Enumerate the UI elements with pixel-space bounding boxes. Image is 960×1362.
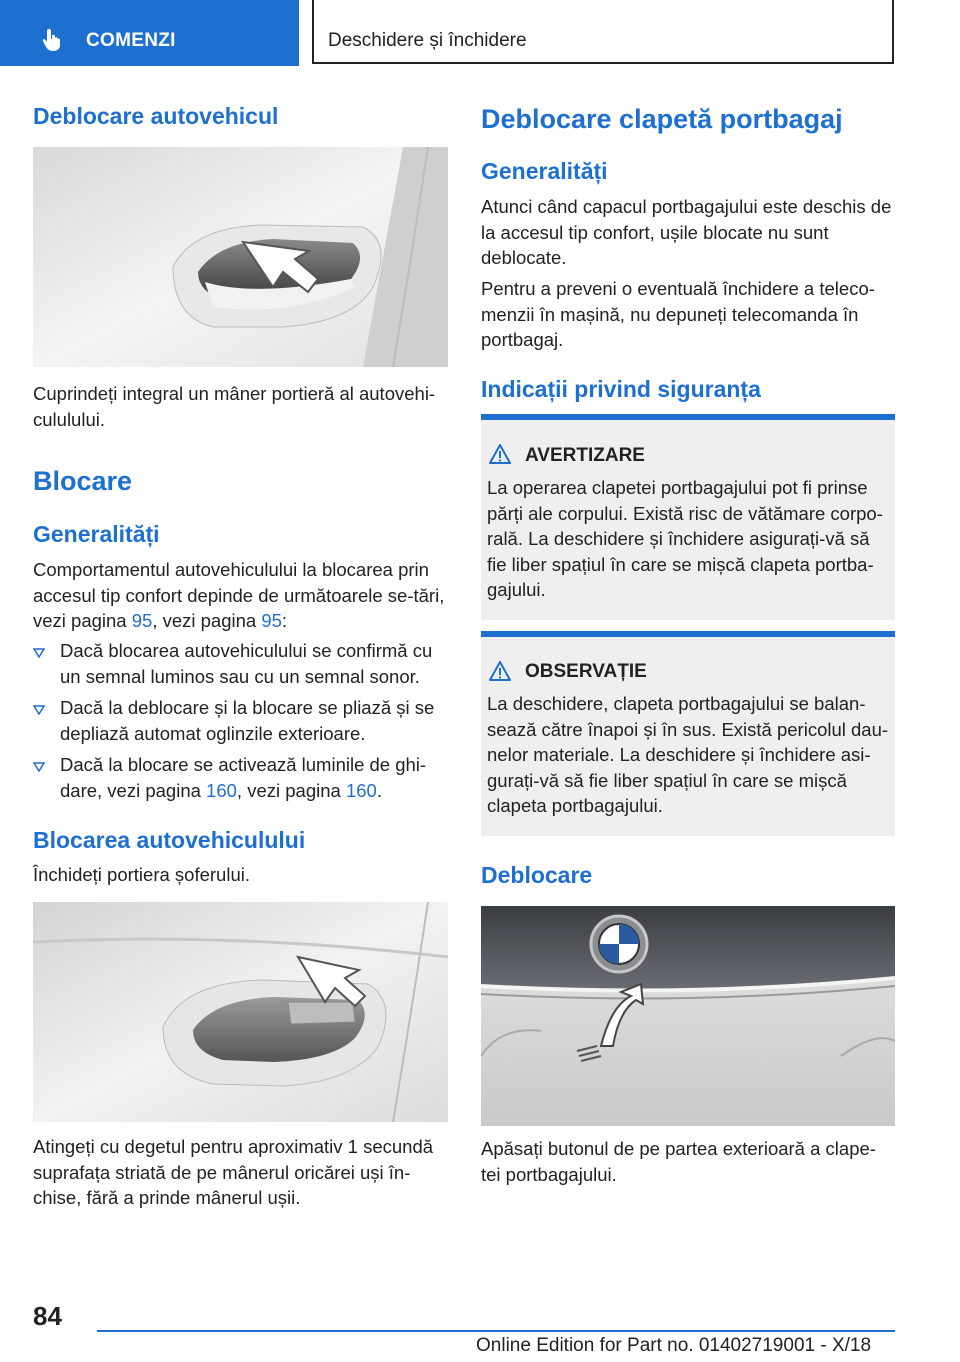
heading-lock: Blocare [33, 466, 133, 496]
warning-box [481, 414, 895, 620]
trunk-general-text-2: Pentru a preveni o eventuală închidere a teleco-menzii în mașină, nu depuneți telecomanda în portbagaj. [481, 278, 875, 350]
door-handle-touch-image [33, 902, 448, 1122]
press-button-text: Apăsați butonul de pe partea exterioară a clape-tei portbagajului. [481, 1138, 876, 1185]
section-header [312, 0, 894, 64]
notice-text: La deschidere, clapeta portbagajului se balan-sează către înapoi și în sus. Există pericolul dau-nelor materiale. La deschidere și închidere asi-gurați-vă să fie liber spațiul în care se mișcă clapeta portbagajului. [487, 693, 889, 816]
warning-text: La operarea clapetei portbagajului pot fi prinse părți ale corpului. Există risc de vătămare corpo-rală. La deschidere și închidere asigurați-vă să fie liber spațiul în care se mișcă clapeta portba-gajului. [487, 477, 883, 600]
touch-text: Atingeți cu degetul pentru aproximativ 1 secundă suprafața striată de pe mânerul oricărei uși în-chise, fără a prinde mânerul ușii. [33, 1136, 434, 1208]
heading-unlock-vehicle: Deblocare autovehicul [33, 103, 279, 129]
page-link-160[interactable]: 160 [206, 779, 237, 801]
chapter-title: COMENZI [86, 30, 176, 51]
bullet-text [60, 752, 448, 803]
bullet-text-end: . [376, 779, 382, 801]
hand-pointer-icon [42, 28, 64, 52]
notice-bar [481, 631, 895, 637]
chapter-tab[interactable] [0, 0, 299, 66]
page-link-95[interactable]: 95 [261, 610, 282, 631]
heading-general-left: Generalități [33, 521, 160, 547]
general-text [33, 557, 448, 634]
trunk-general-text-1: Atunci când capacul portbagajului este deschis de la accesul tip confort, ușile blocate nu sunt deblocate. [481, 196, 892, 268]
bullet-text-content: Dacă la blocare se activează luminile de ghi-dare, vezi pagina [60, 754, 427, 801]
heading-trunk-unlock: Deblocare clapetă portbagaj [481, 104, 843, 134]
bullet-text: Dacă blocarea autovehiculului se confirmă cu un semnal luminos sau cu un semnal sonor. [60, 640, 433, 687]
section-title: Deschidere și închidere [328, 30, 527, 51]
heading-lock-vehicle: Blocarea autovehiculului [33, 827, 306, 853]
page-link-95[interactable]: 95 [131, 610, 153, 631]
lock-vehicle-text: Închideți portiera șoferului. [33, 864, 250, 885]
notice-box [481, 631, 895, 836]
page-link-160[interactable]: 160 [345, 779, 377, 801]
triangle-bullet-icon [33, 648, 45, 658]
bullet-text-mid: , vezi pagina [236, 779, 346, 801]
unlock-text [33, 381, 448, 432]
warning-triangle-icon [489, 444, 511, 464]
warning-bar [481, 414, 895, 420]
warning-title: AVERTIZARE [525, 445, 645, 466]
general-text-mid: , vezi pagina [152, 610, 262, 631]
trunk-button-image [481, 906, 895, 1126]
triangle-bullet-icon [33, 762, 45, 772]
edition-text: Online Edition for Part no. 01402719001 - X/18 [476, 1335, 872, 1356]
notice-title: OBSERVAȚIE [525, 661, 647, 682]
page-number: 84 [33, 1301, 62, 1331]
general-text-end: : [281, 610, 288, 631]
heading-general-right: Generalități [481, 158, 608, 184]
triangle-bullet-icon [33, 705, 45, 715]
footer-rule [97, 1330, 895, 1332]
heading-unlock-trunk: Deblocare [481, 862, 593, 888]
general-text-content: Comportamentul autovehiculului la blocarea prin accesul tip confort depinde de următoarele se-tări, vezi pagina [33, 559, 445, 631]
bullet-text: Dacă la deblocare și la blocare se pliază și se depliază automat oglinzile exterioare. [60, 697, 435, 744]
heading-safety: Indicații privind siguranța [481, 376, 761, 402]
warning-triangle-icon [489, 661, 511, 681]
unlock-text-content: Cuprindeți integral un mâner portieră al autovehi- cululului. [33, 383, 436, 430]
door-handle-image [33, 147, 448, 367]
